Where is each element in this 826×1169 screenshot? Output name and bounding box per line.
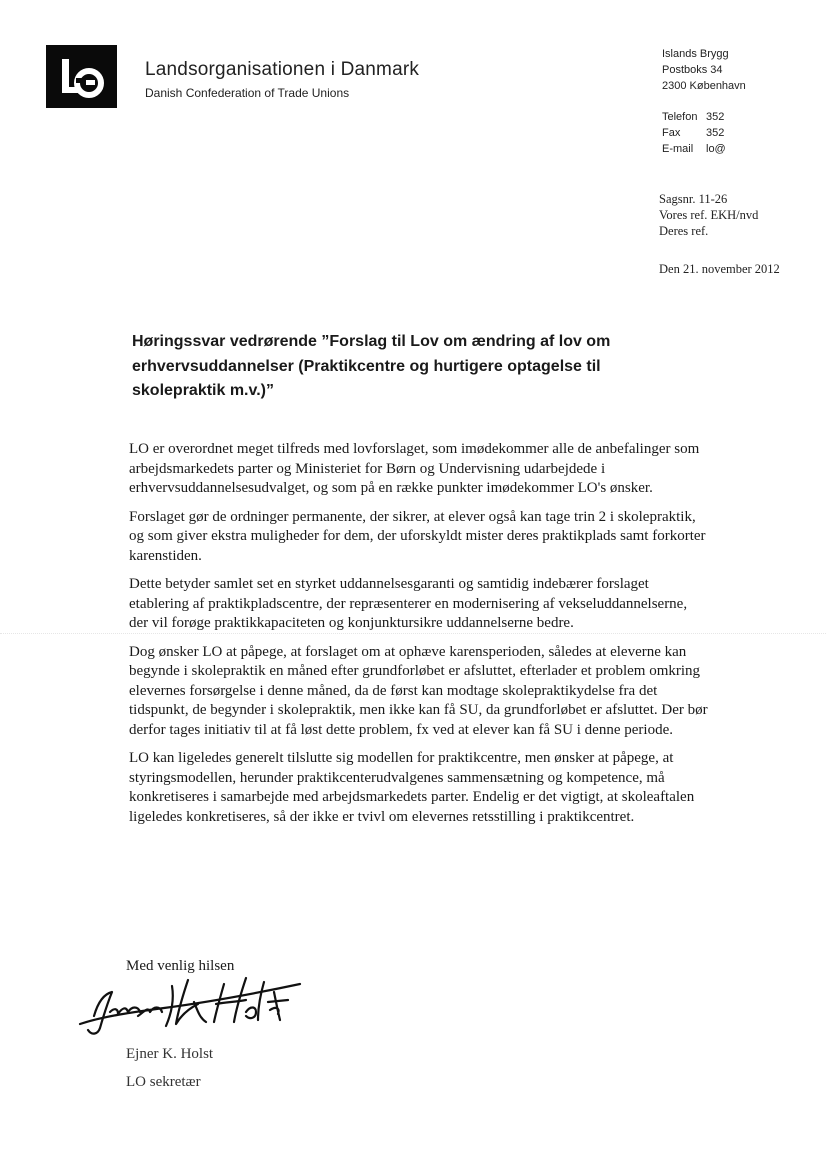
phone-row [662, 109, 826, 125]
phone-value: 352 [706, 111, 725, 123]
signer-title: LO sekretær [126, 1074, 201, 1090]
fax-label: Fax [662, 127, 681, 139]
body-paragraph: Forslaget gør de ordninger permanente, der sikrer, at elever også kan tage trin 2 i skolepraktik, og som giver ekstra muligheder for dem, der uforskyldt mister deres praktikplads samt forkorter karenstiden. [129, 508, 706, 564]
address-line: 2300 København [662, 80, 746, 92]
lo-logo [46, 45, 117, 108]
address-line: Islands Brygg [662, 48, 729, 60]
case-number: Sagsnr. 11-26 [659, 192, 728, 206]
lo-logo-icon [46, 45, 117, 108]
email-value[interactable]: lo@ [706, 143, 726, 155]
phone-label: Telefon [662, 111, 698, 123]
our-reference: Vores ref. EKH/nvd [659, 208, 759, 222]
reference-block [659, 191, 758, 239]
organisation-name: Landsorganisationen i Danmark [145, 59, 420, 80]
body-paragraph: Dog ønsker LO at påpege, at forslaget om at ophæve karensperioden, således at eleverne kan begynde i skolepraktik en måned efter grundforløbet er afsluttet, efterlader et problem omkring elevernes forsørgelse i denne måned, da de først kan modtage skolepraktikydelse fra det tidspunkt, de begynder i skolepraktik, men ikke kan få SU, da grundforløbet er afsluttet. Der bør derfor tages initiativ til at få løst dette problem, fx ved at elever kan få SU i denne periode. [129, 643, 708, 738]
address-block [662, 46, 826, 94]
fax-row [662, 125, 826, 141]
contact-block [662, 109, 826, 157]
scan-artifact-line [0, 633, 826, 634]
body-paragraph: Dette betyder samlet set en styrket uddannelsesgaranti og samtidig indebærer forslaget etablering af praktikpladscentre, der repræsenterer en modernisering af vekseluddannelserne, der vil forøge praktikkapaciteten og konjunktursikre uddannelserne bedre. [129, 576, 688, 631]
letter-date: Den 21. november 2012 [659, 262, 780, 276]
letter-body [129, 440, 709, 836]
organisation-subtitle: Danish Confederation of Trade Unions [145, 86, 350, 100]
signer-name: Ejner K. Holst [126, 1046, 214, 1062]
signature-icon [74, 972, 304, 1042]
email-label: E-mail [662, 143, 694, 155]
closing-greeting: Med venlig hilsen [126, 958, 235, 974]
handwritten-signature [74, 972, 304, 1042]
body-paragraph: LO er overordnet meget tilfreds med lovforslaget, som imødekommer alle de anbefalinger som arbejdsmarkedets parter og Ministeriet for Børn og Undervisning udarbejdede i erhvervsuddannelsesudvalget, og som på en række punkter imødekommer LO's ønsker. [129, 441, 700, 496]
letter-title: Høringssvar vedrørende ”Forslag til Lov om ændring af lov om erhvervsuddannelser (Praktikcentre og hurtigere optagelse til skolepraktik m.v.)” [132, 333, 611, 399]
body-paragraph: LO kan ligeledes generelt tilslutte sig modellen for praktikcentre, men ønsker at påpege, at styringsmodellen, herunder praktikcenterudvalgenes sammensætning og kompetence, må konkretiseres i samarbejde med arbejdsmarkedets parter. Endelig er det vigtigt, at skoleaftalen ligeledes konkretiseres, så der ikke er tvivl om elevernes retsstilling i praktikcentret. [129, 750, 695, 825]
email-row [662, 141, 826, 157]
fax-value: 352 [706, 127, 725, 139]
address-line: Postboks 34 [662, 64, 723, 76]
your-reference: Deres ref. [659, 224, 709, 238]
